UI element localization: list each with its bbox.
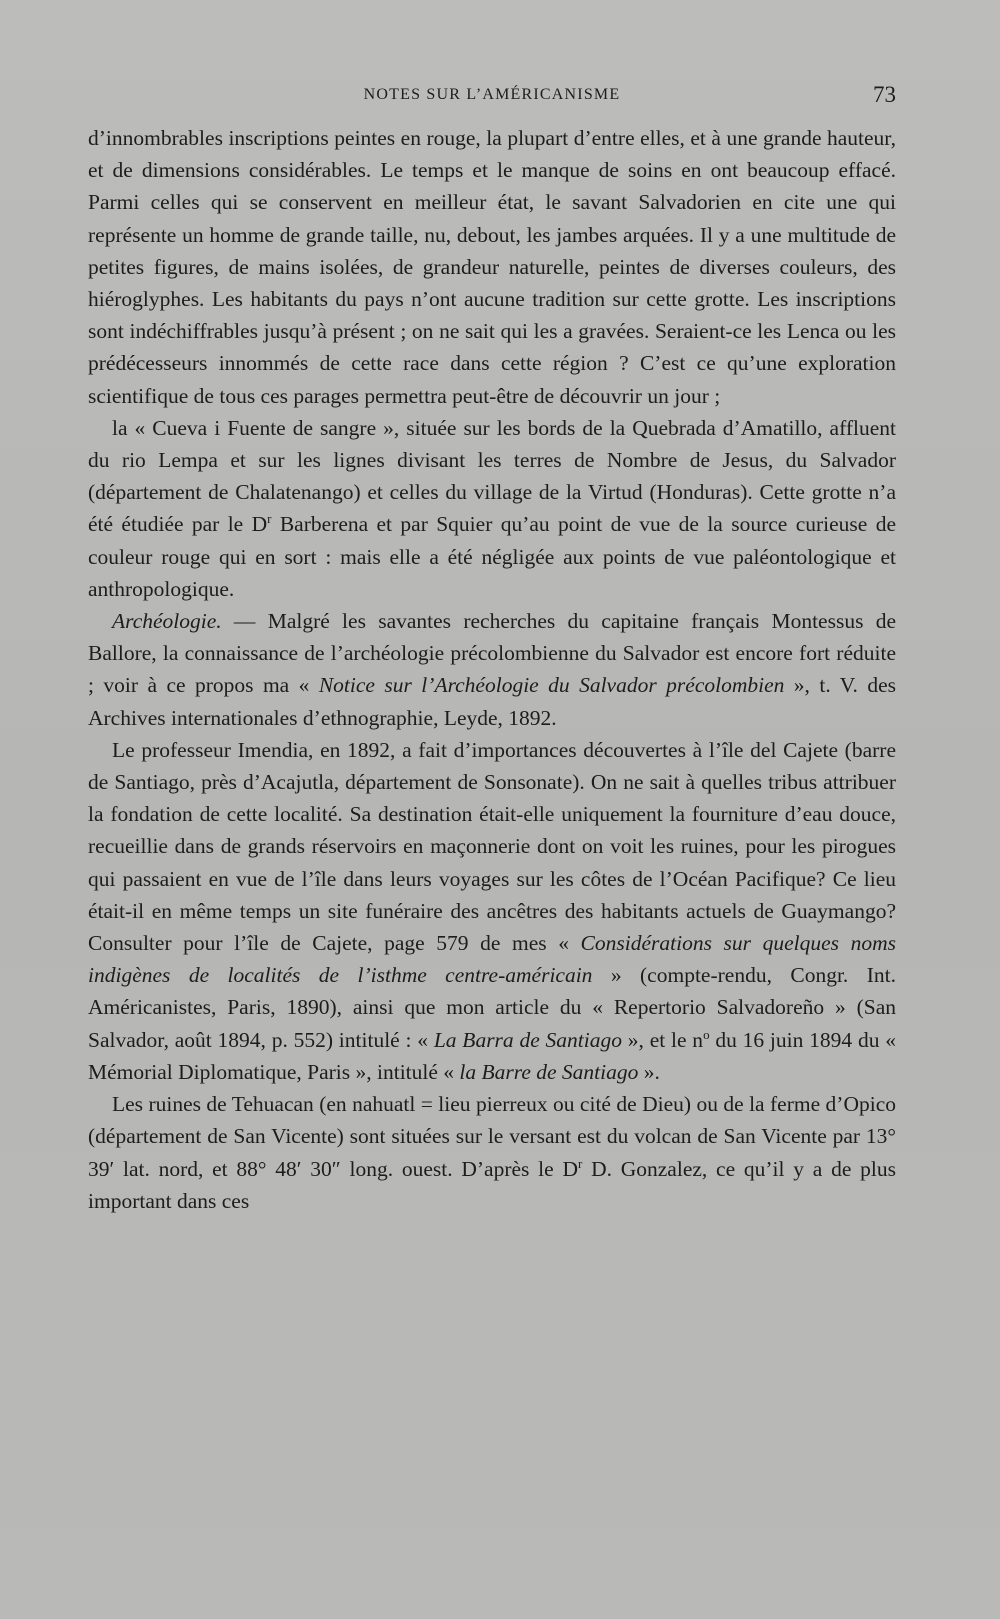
paragraph [88, 734, 896, 1088]
text-run: — Malgré les savantes recherches du capitaine français Montessus de Ballore, la connaissance de l’archéologie précolombienne du Salvador est encore fort réduite ; voir à ce propos ma « [88, 609, 896, 698]
text-run: la « Cueva i Fuente de sangre », située sur les bords de la Quebrada d’Amatillo, affluent du rio Lempa et sur les lignes divisant les terres de Nombre de Jesus, du Salvador (département de Chalatenango) et celles du village de la Virtud (Honduras). Cette grotte n’a été étudiée par le D [88, 415, 896, 537]
text-run: Le professeur Imendia, en 1892, a fait d’importances découvertes à l’île del Cajete (barre de Santiago, près d’Acajutla, département de Sonsonate). On ne sait à quelles tribus attribuer la fondation de cette localité. Sa destination était-elle uniquement la fourniture d’eau douce, recueillie dans de grands réservoirs en maçonnerie dont on voit les ruines, pour les pirogues qui passaient en vue de l’île dans leurs voyages sur les côtes de l’Océan Pacifique? Ce lieu était-il en même temps un site funéraire des ancêtres des habitants actuels de Guaymango? Consulter pour l’île de Cajete, page 579 de mes « [88, 737, 896, 956]
italic-run: Considérations sur quelques noms indigènes de localités de l’isthme centre-américain [88, 931, 896, 988]
text-run: », et le n [622, 1027, 704, 1052]
running-head [88, 84, 896, 114]
text-run: Les ruines de Tehuacan (en nahuatl = lieu pierreux ou cité de Dieu) ou de la ferme d’Opico (département de San Vicente) sont situées sur le versant est du volcan de San Vicente par 13° 39′ lat. nord, et 88° 48′ 30″ long. ouest. D’après le D [88, 1092, 896, 1181]
superscript: r [267, 511, 272, 527]
paragraph [88, 605, 896, 734]
paragraph [88, 1088, 896, 1217]
italic-run: Archéologie. [112, 609, 222, 634]
text-run: ». [638, 1059, 660, 1084]
running-title: NOTES SUR L’AMÉRICANISME [363, 86, 621, 103]
superscript: r [577, 1155, 583, 1171]
page-number: 73 [873, 82, 896, 107]
text-run: d’innombrables inscriptions peintes en rouge, la plupart d’entre elles, et à une grande hauteur, et de dimensions considérables. Le temps et le manque de soins en ont beaucoup effacé. Parmi celles qui se conservent en meilleur état, le savant Salvadorien en cite une qui représente un homme de grande taille, nu, debout, les jambes arquées. Il y a une multitude de petites figures, de mains isolées, de grandeur naturelle, peintes de diverses couleurs, des hiéroglyphes. Les habitants du pays n’ont aucune tradition sur cette grotte. Les inscriptions sont indéchiffrables jusqu’à présent ; on ne sait qui les a gravées. Seraient-ce les Lenca ou les prédécesseurs innommés de cette race dans cette région ? C’est ce qu’une exploration scientifique de tous ces parages permettra peut-être de découvrir un jour ; [88, 126, 896, 408]
paragraph [88, 122, 896, 412]
italic-run: la Barre de Santiago [459, 1059, 639, 1084]
text-run: Barberena et par Squier qu’au point de vue de la source curieuse de couleur rouge qui en sort : mais elle a été négligée aux points de vue paléontologique et anthropologique. [88, 512, 896, 601]
italic-run: Notice sur l’Archéologie du Salvador précolombien [318, 673, 785, 698]
text-run: du 16 juin 1894 du « Mémorial Diplomatique, Paris », intitulé « [88, 1027, 896, 1084]
paragraph [88, 412, 896, 605]
superscript: o [703, 1026, 710, 1042]
text-run: D. Gonzalez, ce qu’il y a de plus important dans ces [88, 1156, 896, 1213]
text-run: » (compte-rendu, Congr. Int. Américanistes, Paris, 1890), ainsi que mon article du « Repertorio Salvadoreño » (San Salvador, août 1894, p. 552) intitulé : « [88, 963, 896, 1052]
text-run: », t. V. des Archives internationales d’ethnographie, Leyde, 1892. [88, 673, 896, 730]
body-text [88, 122, 896, 1217]
italic-run: La Barra de Santiago [433, 1027, 622, 1052]
